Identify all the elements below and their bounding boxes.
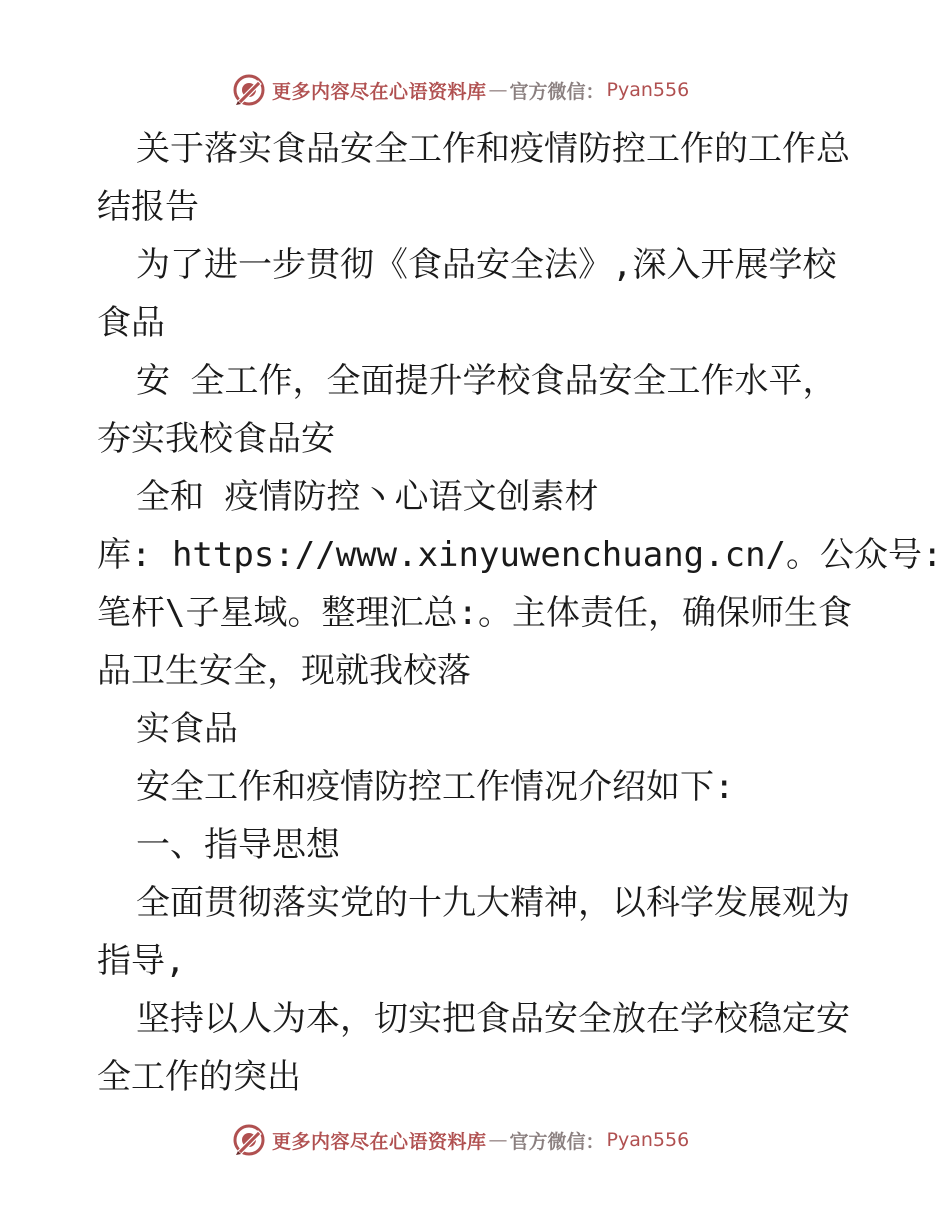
watermark-wechat-id: Pyan556	[606, 79, 690, 101]
text-line: 指导,	[97, 941, 186, 981]
text-line: 夯实我校食品安	[97, 419, 335, 459]
text-line: 食品	[97, 303, 165, 343]
text-line: 全工作的突出	[97, 1057, 301, 1097]
document-body	[97, 120, 943, 1106]
text-line: 一、指导思想	[136, 825, 340, 865]
pen-logo-icon	[232, 73, 266, 107]
text-line: 安全工作和疫情防控工作情况介绍如下:	[136, 767, 735, 807]
watermark-wechat-id: Pyan556	[606, 1129, 690, 1151]
watermark-wechat-label: 官方微信：	[509, 1130, 605, 1153]
text-line: 坚持以人为本，切实把食品安全放在学校稳定安	[136, 999, 850, 1039]
text-line: 笔杆\子星域。整理汇总:。主体责任，确保师生食	[97, 593, 852, 633]
text-line: 实食品	[136, 709, 238, 749]
text-line: 库: https://www.xinyuwenchuang.cn/。公众号:	[97, 535, 943, 575]
text-line: 为了进一步贯彻《食品安全法》,深入开展学校	[136, 245, 837, 285]
footer-watermark	[232, 1120, 689, 1160]
pen-logo-icon	[232, 1123, 266, 1157]
watermark-dash: —	[488, 79, 508, 101]
watermark-title: 更多内容尽在心语资料库	[272, 1130, 487, 1153]
header-watermark	[232, 70, 689, 110]
text-line: 全和 疫情防控丶心语文创素材	[136, 477, 599, 517]
text-line: 结报告	[97, 187, 199, 227]
text-line: 全面贯彻落实党的十九大精神，以科学发展观为	[136, 883, 850, 923]
text-line: 安 全工作，全面提升学校食品安全工作水平，	[136, 361, 837, 401]
text-line: 关于落实食品安全工作和疫情防控工作的工作总	[136, 129, 850, 169]
watermark-dash: —	[488, 1129, 508, 1151]
text-line: 品卫生安全，现就我校落	[97, 651, 471, 691]
watermark-title: 更多内容尽在心语资料库	[272, 80, 487, 103]
watermark-wechat-label: 官方微信：	[509, 80, 605, 103]
